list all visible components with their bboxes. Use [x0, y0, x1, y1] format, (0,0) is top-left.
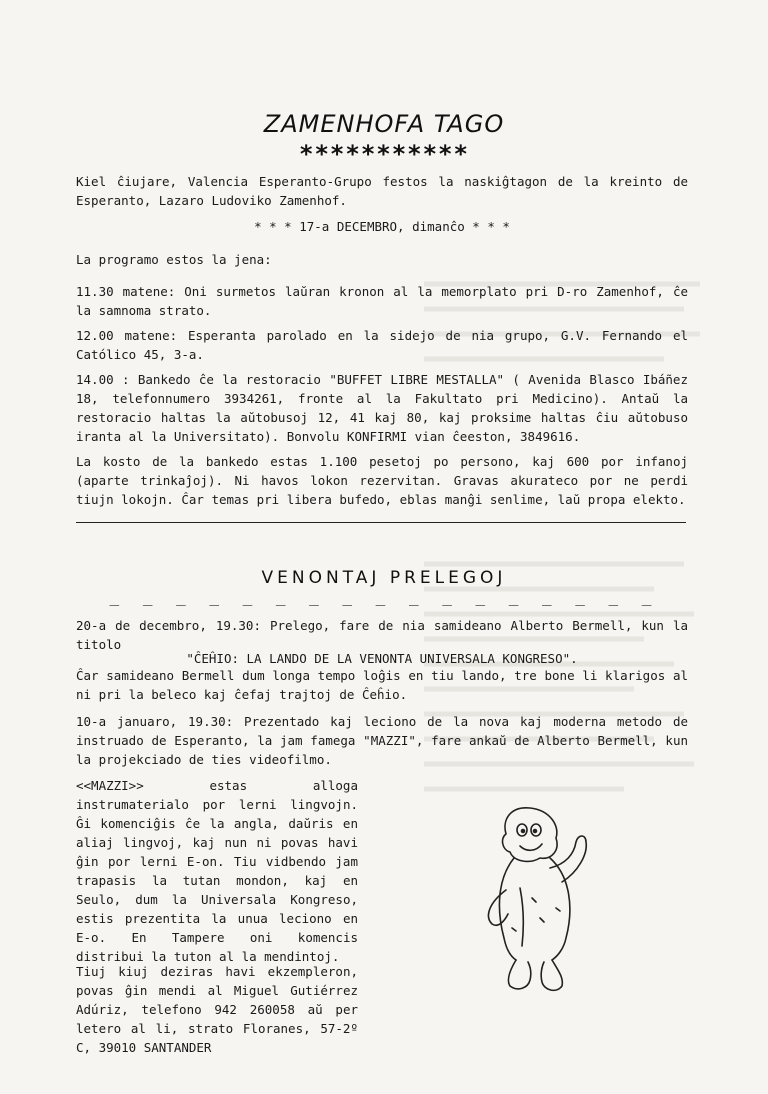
mazzi-mascot-illustration: [470, 798, 610, 998]
contact-paragraph: Tiuj kiuj deziras havi ekzempleron, povas ĝin mendi al Miguel Gutiérrez Adúriz, telefono 942 260058 aŭ per letero al li, strato Floranes, 57-2º C, 39010 SANTANDER: [76, 964, 358, 1055]
title-stars: ***********: [299, 140, 469, 168]
lecture-1-description: Ĉar samideano Bermell dum longa tempo loĝis en tiu lando, tre bone li klarigos al ni pri la beleco kaj ĉefaj trajtoj de Ĉeĥio.: [76, 668, 688, 702]
lecture-1-intro: 20-a de decembro, 19.30: Prelego, fare de nia samideano Alberto Bermell, kun la titolo: [76, 618, 688, 652]
lecture-2-paragraph: 10-a januaro, 19.30: Prezentado kaj leciono de la nova kaj moderna metodo de instruado de Esperanto, la jam famega "MAZZI", fare ankaŭ de Alberto Bermell, kun la projekciado de ties videofilmo.: [76, 714, 688, 767]
section-title-lectures: VENONTAJ PRELEGOJ: [261, 568, 507, 588]
page-title: ZAMENHOFA TAGO: [263, 110, 505, 138]
section-divider: [76, 522, 686, 523]
lecture-1-title: "ĈEĤIO: LA LANDO DE LA VENONTA UNIVERSALA KONGRESO".: [186, 651, 578, 666]
program-item-2: 12.00 matene: Esperanta parolado en la sidejo de nia grupo, G.V. Fernando el Católico 45, 3-a.: [76, 328, 688, 362]
intro-paragraph: Kiel ĉiujare, Valencia Esperanto-Grupo festos la naskiĝtagon de la kreinto de Esperanto, Lazaro Ludoviko Zamenhof.: [76, 174, 688, 208]
program-label: La programo estos la jena:: [76, 252, 272, 267]
banquet-cost-paragraph: La kosto de la bankedo estas 1.100 pesetoj po persono, kaj 600 por infanoj (aparte trinkaĵoj). Ni havos lokon rezervitan. Gravas akurateco por ne perdi tiujn lokojn. Ĉar temas pri libera bufedo, eblas manĝi senlime, laŭ propa elekto.: [76, 454, 688, 507]
program-item-1: 11.30 matene: Oni surmetos laŭran kronon al la memorplato pri D-ro Zamenhof, ĉe la samnoma strato.: [76, 284, 688, 318]
mazzi-paragraph: <<MAZZI>> estas alloga instrumaterialo por lerni lingvojn. Ĝi komenciĝis ĉe la angla, daŭris en aliaj lingvoj, kaj nun ni povas havi ĝin por lerni E-on. Tiu vidbendo jam trapasis la tutan mondon, kaj en Seulo, dum la Universala Kongreso, estis prezentita la unua leciono en E-o. En Tampere oni komencis distribui la tuton al la mendintoj.: [76, 778, 358, 964]
program-item-3: 14.00 : Bankedo ĉe la restoracio "BUFFET LIBRE MESTALLA" ( Avenida Blasco Ibáñez 18, telefonnumero 3934261, fronte al la Fakultato pri Medicino). Antaŭ la restoracio haltas la aŭtobusoj 12, 41 kaj 80, kaj proksime haltas ĉiu aŭtobuso iranta al la Universitato). Bonvolu KONFIRMI vian ĉeeston, 3849616.: [76, 372, 688, 444]
section-title-dashes: _ _ _ _ _ _ _ _ _ _ _ _ _ _ _ _ _: [109, 587, 659, 606]
date-line: * * * 17-a DECEMBRO, dimanĉo * * *: [254, 219, 510, 234]
